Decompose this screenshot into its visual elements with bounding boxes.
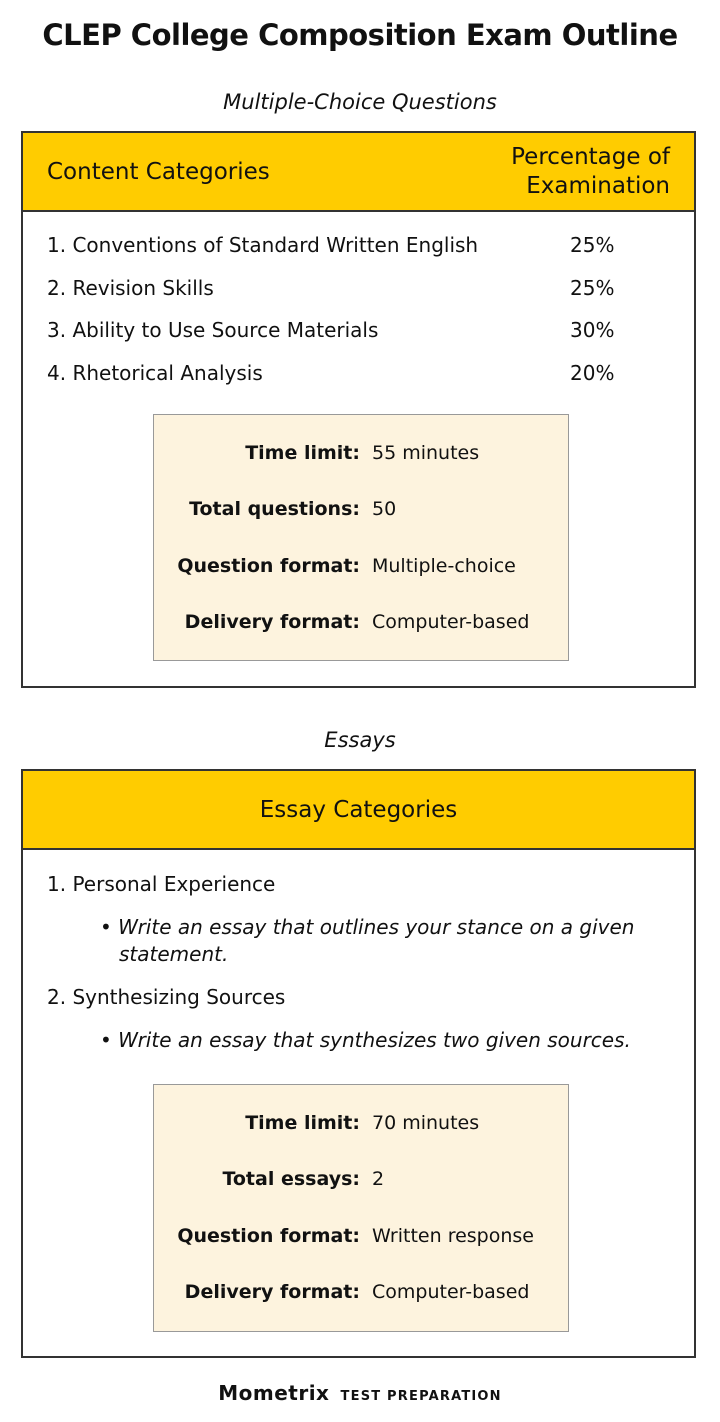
mc-section-title: Multiple-Choice Questions — [223, 90, 497, 114]
header-percentage-line1: Percentage of — [511, 144, 670, 170]
mometrix-logo — [0, 1381, 720, 1405]
category-pct: 20% — [570, 361, 615, 385]
category-pct: 25% — [570, 276, 615, 300]
essay-description: • Write an essay that outlines your stance on a given — [100, 915, 635, 939]
essay-description-cont: statement. — [119, 942, 229, 966]
info-label: Delivery format: — [184, 611, 360, 633]
mc-table-header — [23, 133, 694, 212]
info-value: 2 — [372, 1168, 385, 1190]
info-label: Question format: — [177, 555, 360, 577]
header-essay-categories: Essay Categories — [259, 797, 458, 823]
info-label: Question format: — [177, 1225, 360, 1247]
category-label: 3. Ability to Use Source Materials — [47, 318, 379, 342]
mc-info-box — [153, 414, 569, 661]
essays-table-header — [23, 771, 694, 850]
info-value: Multiple-choice — [372, 555, 516, 577]
logo-tagline: TEST PREPARATION — [340, 1389, 502, 1404]
info-label: Time limit: — [245, 1112, 360, 1134]
category-pct: 30% — [570, 318, 615, 342]
info-value: Computer-based — [372, 1281, 530, 1303]
essay-category: 2. Synthesizing Sources — [47, 985, 286, 1009]
page-title: CLEP College Composition Exam Outline — [42, 18, 678, 52]
essays-table — [21, 769, 696, 1358]
info-label: Total questions: — [189, 498, 360, 520]
mc-table — [21, 131, 696, 688]
info-value: Computer-based — [372, 611, 530, 633]
essay-description: • Write an essay that synthesizes two given sources. — [100, 1028, 631, 1052]
header-percentage-line2: Examination — [526, 173, 670, 199]
essays-section-title: Essays — [324, 728, 396, 752]
info-label: Time limit: — [245, 442, 360, 464]
essay-category: 1. Personal Experience — [47, 872, 276, 896]
info-value: 55 minutes — [372, 442, 480, 464]
category-pct: 25% — [570, 233, 615, 257]
info-value: 50 — [372, 498, 397, 520]
info-label: Delivery format: — [184, 1281, 360, 1303]
category-label: 2. Revision Skills — [47, 276, 214, 300]
category-label: 4. Rhetorical Analysis — [47, 361, 263, 385]
info-value: Written response — [372, 1225, 534, 1247]
info-value: 70 minutes — [372, 1112, 480, 1134]
header-content-categories: Content Categories — [47, 159, 270, 185]
logo-text: Mometrix — [218, 1381, 330, 1405]
essays-info-box — [153, 1084, 569, 1332]
info-label: Total essays: — [222, 1168, 360, 1190]
header-percentage — [511, 143, 670, 201]
category-label: 1. Conventions of Standard Written English — [47, 233, 479, 257]
